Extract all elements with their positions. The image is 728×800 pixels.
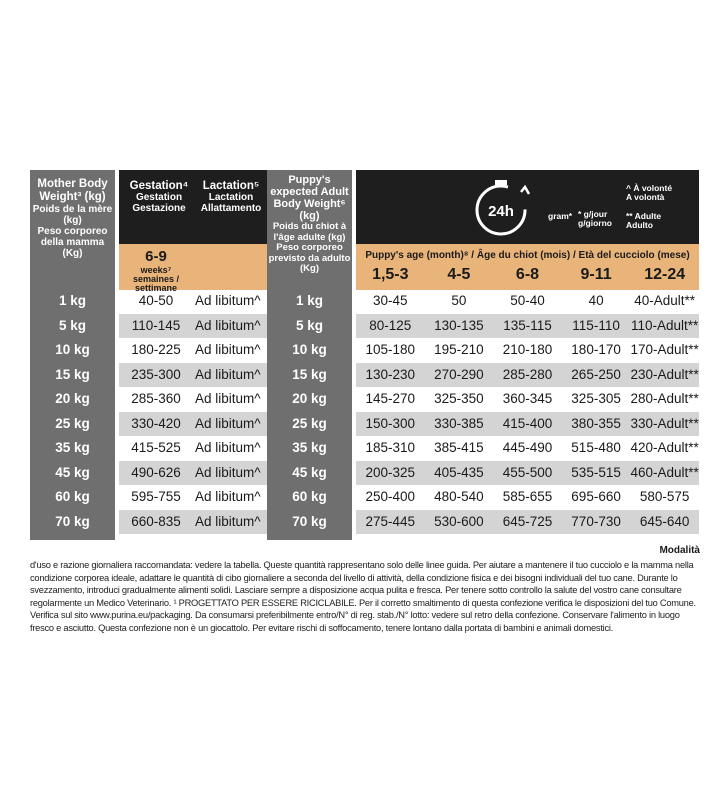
amount-cell: 480-540 <box>434 489 484 504</box>
modalita-label: Modalità <box>659 545 700 556</box>
svg-text:24h: 24h <box>488 203 514 220</box>
amount-cell: 415-400 <box>502 415 553 431</box>
puppy-weight-cell: 15 kg <box>292 366 327 382</box>
gestation-cell: 180-225 <box>131 342 181 357</box>
amount-cell: 30-45 <box>373 293 408 308</box>
table-row <box>30 461 699 486</box>
lactation-cell: Ad libitum^ <box>195 366 261 382</box>
lactation-cell: Ad libitum^ <box>195 464 261 480</box>
amount-cell: 180-170 <box>571 342 621 357</box>
amount-cell: 50 <box>451 293 467 308</box>
age-column-header: 4-5 <box>447 266 471 283</box>
weeks-label: weeks⁷ semaines / settimane <box>132 265 180 293</box>
amount-cell: 40-Adult** <box>634 293 696 308</box>
amount-cells <box>356 387 699 412</box>
amount-cell: 280-Adult** <box>630 391 699 406</box>
amount-cell: 105-180 <box>365 342 416 357</box>
gestation-cell: 595-755 <box>131 489 181 504</box>
amount-cell: 460-Adult** <box>630 464 699 480</box>
amount-cell: 40 <box>588 293 604 308</box>
amount-cell: 150-300 <box>365 415 416 431</box>
amount-cells <box>356 363 699 388</box>
gestation-cell: 285-360 <box>131 391 181 406</box>
amount-cell: 285-280 <box>502 366 553 382</box>
amount-cell: 585-655 <box>502 489 553 504</box>
amount-cell: 250-400 <box>365 489 416 504</box>
amount-cell: 420-Adult** <box>630 440 699 455</box>
amount-cell: 170-Adult** <box>630 342 699 357</box>
mother-weight-cell: 45 kg <box>55 464 90 480</box>
amount-cell: 50-40 <box>510 293 545 308</box>
amount-cell: 360-345 <box>502 391 553 406</box>
daily-amount-header <box>356 170 699 244</box>
amount-cell: 580-575 <box>639 489 690 504</box>
mother-weight-cell: 1 kg <box>58 293 86 308</box>
amount-cell: 110-Adult** <box>631 317 699 333</box>
weeks-value: 6-9 <box>145 248 167 265</box>
amount-cell: 645-640 <box>639 513 690 529</box>
weeks-band <box>119 244 267 293</box>
lactation-cell: Ad libitum^ <box>195 489 261 504</box>
amount-cell: 385-415 <box>434 440 484 455</box>
gestation-header: Gestation⁴ Gestation Gestazione <box>129 180 189 214</box>
instructions-text: d'uso e razione giornaliera raccomandata: vedere la tabella. Queste quantità rappresentano solo delle linee guida. Per aiutare a mantenere il tuo cucciolo e la mamma nella condizione corporea ideale, adattare le quantità di cibo giornaliere a seconda del livello di attività, della condizione fisica e dei bisogni individuali del tuo cane. Durante lo svezzamento, introduci gradualmente alimenti solidi. Lasciare sempre a disposizione acqua pulita e fresca. Per tenere sotto controllo la salute del vostro cane consultare regolarmente un Medico Veterinario. ¹ PROGETTATO PER ESSERE RICICLABILE. Per il corretto smaltimento di questa confezione verifica le disposizioni del tuo Comune. Verifica sul sito www.purina.eu/packaging. Da consumarsi preferibilmente entro/N° di reg. stab./N° lotto: vedere sul retro della confezione. Conservare l'alimento in luogo fresco e asciutto. Questa confezione non è un giocattolo. Per evitare rischi di soffocamento, tenere lontano dalla portata di bambini e animali domestici. <box>30 560 696 633</box>
gestation-cell: 415-525 <box>131 440 181 455</box>
puppy-weight-cell: 10 kg <box>292 342 327 357</box>
lactation-cell: Ad libitum^ <box>195 317 261 333</box>
amount-cell: 455-500 <box>502 464 553 480</box>
lactation-cell: Ad libitum^ <box>195 415 261 431</box>
amount-cells <box>356 436 699 461</box>
amount-cell: 200-325 <box>365 464 416 480</box>
mother-weight-cell: 10 kg <box>55 342 90 357</box>
mother-weight-cell: 20 kg <box>55 391 90 406</box>
amount-cell: 270-290 <box>434 366 484 382</box>
feeding-table <box>30 170 699 540</box>
puppy-weight-cell: 60 kg <box>292 489 327 504</box>
puppy-weight-cell: 1 kg <box>295 293 323 308</box>
age-column-header: 6-8 <box>515 266 540 283</box>
amount-cell: 130-230 <box>365 366 416 382</box>
puppy-weight-cell: 25 kg <box>292 415 327 431</box>
gram-per-day-note: * g/jour g/giorno <box>578 209 612 228</box>
amount-cell: 275-445 <box>365 513 416 529</box>
ad-libitum-note: ^ À volonté A volontà <box>626 183 673 202</box>
lactation-cell: Ad libitum^ <box>195 293 261 308</box>
clock-24h-icon <box>471 178 541 238</box>
gestation-cell: 235-300 <box>131 366 181 382</box>
gestation-cell: 490-626 <box>131 464 181 480</box>
lactation-cell: Ad libitum^ <box>195 440 261 455</box>
amount-cell: 135-115 <box>503 317 552 333</box>
mother-weight-cell: 60 kg <box>55 489 90 504</box>
amount-cells <box>356 485 699 510</box>
gram-label: gram* <box>548 211 573 221</box>
puppy-adult-weight-header: Puppy's expected Adult Body Weight⁶ (kg) Poids du chiot à l'âge adulte (kg) Peso corporeo previsto da adulto (Kg) <box>268 174 351 274</box>
amount-cell: 330-385 <box>434 415 484 431</box>
amount-cells <box>356 461 699 486</box>
amount-cell: 645-725 <box>502 513 553 529</box>
amount-cell: 770-730 <box>571 513 621 529</box>
mother-weight-header: Mother Body Weight³ (kg) Poids de la mère (kg) Peso corporeo della mamma (Kg) <box>32 178 113 259</box>
amount-cell: 145-270 <box>365 391 416 406</box>
age-column-header: 1,5-3 <box>372 266 409 283</box>
amount-cell: 195-210 <box>434 342 484 357</box>
amount-cell: 325-350 <box>434 391 484 406</box>
amount-cell: 130-135 <box>434 317 484 333</box>
amount-cells <box>356 314 699 339</box>
mother-weight-cell: 15 kg <box>55 366 90 382</box>
amount-cell: 325-305 <box>571 391 621 406</box>
lactation-cell: Ad libitum^ <box>195 391 261 406</box>
amount-cells <box>356 289 699 314</box>
gestation-cell: 40-50 <box>138 293 174 308</box>
gestation-cell: 330-420 <box>131 415 181 431</box>
amount-cell: 265-250 <box>571 366 621 382</box>
adult-note: ** Adulte Adulto <box>626 211 662 230</box>
amount-cell: 115-110 <box>572 317 620 333</box>
table-row <box>30 338 699 363</box>
age-column-header: 9-11 <box>580 266 612 283</box>
puppy-age-label: Puppy's age (month)⁸ / Âge du chiot (mois) / Età del cucciolo (mese) <box>365 250 690 261</box>
puppy-weight-cell: 45 kg <box>292 464 327 480</box>
amount-cell: 445-490 <box>502 440 553 455</box>
table-row <box>30 485 699 510</box>
gestation-lactation-header <box>119 170 267 244</box>
amount-cell: 185-310 <box>365 440 416 455</box>
mother-weight-cell: 5 kg <box>58 317 86 333</box>
amount-cell: 405-435 <box>434 464 484 480</box>
puppy-weight-cell: 20 kg <box>292 391 327 406</box>
age-columns <box>356 266 699 284</box>
table-row <box>30 314 699 339</box>
puppy-weight-cell: 5 kg <box>295 317 323 333</box>
amount-cell: 210-180 <box>502 342 553 357</box>
mother-weight-cell: 70 kg <box>55 513 90 529</box>
mother-weight-cell: 25 kg <box>55 415 90 431</box>
amount-cell: 230-Adult** <box>630 366 699 382</box>
amount-cells <box>356 338 699 363</box>
amount-cell: 515-480 <box>571 440 621 455</box>
amount-cell: 380-355 <box>571 415 621 431</box>
amount-cell: 695-660 <box>571 489 621 504</box>
mother-weight-cell: 35 kg <box>55 440 90 455</box>
puppy-age-band <box>356 244 699 290</box>
amount-cells <box>356 510 699 535</box>
lactation-cell: Ad libitum^ <box>195 513 261 529</box>
table-row <box>30 510 699 535</box>
table-body <box>30 289 699 534</box>
lactation-cell: Ad libitum^ <box>195 342 261 357</box>
amount-cell: 530-600 <box>434 513 484 529</box>
table-row <box>30 387 699 412</box>
gestation-cell: 110-145 <box>131 317 181 333</box>
lactation-header: Lactation⁵ Lactation Allattamento <box>200 180 262 214</box>
puppy-weight-cell: 70 kg <box>292 513 327 529</box>
puppy-weight-cell: 35 kg <box>292 440 327 455</box>
table-row <box>30 289 699 314</box>
table-row <box>30 436 699 461</box>
age-column-header: 12-24 <box>644 266 686 283</box>
amount-cell: 535-515 <box>571 464 621 480</box>
amount-cell: 330-Adult** <box>630 415 699 431</box>
amount-cell: 80-125 <box>369 317 412 333</box>
table-row <box>30 412 699 437</box>
table-row <box>30 363 699 388</box>
amount-cells <box>356 412 699 437</box>
gestation-cell: 660-835 <box>131 513 181 529</box>
